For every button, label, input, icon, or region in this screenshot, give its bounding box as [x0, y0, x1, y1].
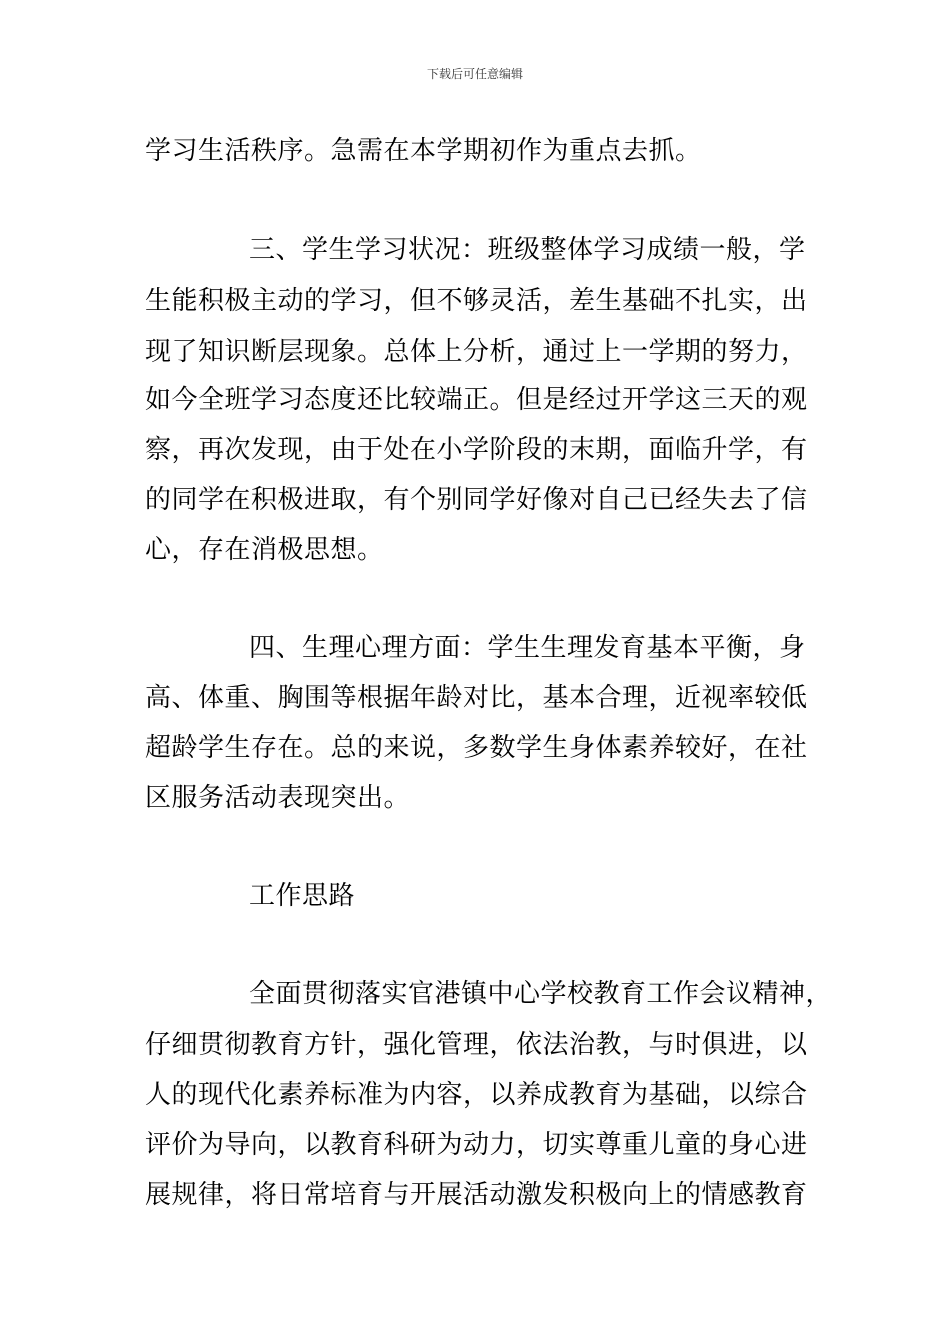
text-line: 人的现代化素养标准为内容，以养成教育为基础，以综合 [145, 1080, 808, 1110]
text-line: 区服务活动表现突出。 [145, 783, 411, 813]
header-note: 下载后可任意编辑 [426, 67, 523, 81]
text-line: 仔细贯彻教育方针，强化管理，依法治教，与时俱进，以 [145, 1030, 808, 1060]
text-line: 察，再次发现，由于处在小学阶段的末期，面临升学，有 [145, 435, 808, 465]
text-line: 展规律，将日常培育与开展活动激发积极向上的情感教育 [145, 1180, 808, 1210]
text-line: 高、体重、胸围等根据年龄对比，基本合理，近视率较低 [145, 683, 808, 713]
text-line: 生能积极主动的学习，但不够灵活，差生基础不扎实，出 [145, 286, 808, 316]
text-line: 学习生活秩序。急需在本学期初作为重点去抓。 [145, 136, 702, 166]
paragraph-start-line: 四、生理心理方面：学生生理发育基本平衡，身 [249, 633, 806, 663]
text-line: 心，存在消极思想。 [145, 535, 384, 565]
text-line: 评价为导向，以教育科研为动力，切实尊重儿童的身心进 [145, 1130, 808, 1160]
section-heading: 工作思路 [249, 881, 356, 911]
text-line: 如今全班学习态度还比较端正。但是经过开学这三天的观 [145, 385, 808, 415]
paragraph-start-line: 全面贯彻落实官港镇中心学校教育工作会议精神， [249, 979, 833, 1009]
text-line: 的同学在积极进取，有个别同学好像对自己已经失去了信 [145, 485, 808, 515]
text-line: 现了知识断层现象。总体上分析，通过上一学期的努力， [145, 337, 808, 367]
paragraph-start-line: 三、学生学习状况：班级整体学习成绩一般，学 [249, 235, 806, 265]
text-line: 超龄学生存在。总的来说，多数学生身体素养较好，在社 [145, 733, 808, 763]
